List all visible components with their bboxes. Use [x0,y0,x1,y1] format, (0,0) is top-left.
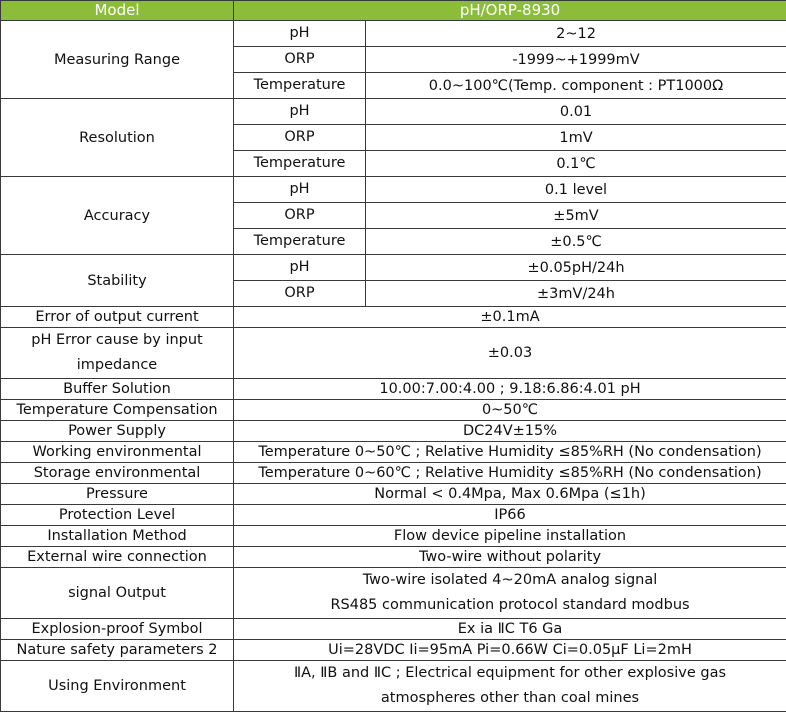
row-value: Normal < 0.4Mpa, Max 0.6Mpa (≤1h) [234,484,786,505]
table-row [1,421,786,442]
table-row [1,177,786,203]
row-label: Installation Method [1,526,234,547]
row-label: Working environmental [1,442,234,463]
row-label: Temperature Compensation [1,400,234,421]
row-value: Ui=28VDC Ii=95mA Pi=0.66W Ci=0.05μF Li=2mH [234,640,786,661]
sub-param: Temperature [234,73,366,99]
sub-param: ORP [234,203,366,229]
row-label: signal Output [1,568,234,619]
row-label: Nature safety parameters 2 [1,640,234,661]
sub-param: Temperature [234,229,366,255]
table-row [1,505,786,526]
row-label-stability: Stability [1,255,234,307]
table-row [1,328,786,379]
signal-output-line-1: Two-wire isolated 4~20mA analog signal [236,568,784,593]
sub-param: Temperature [234,151,366,177]
table-row [1,21,786,47]
table-row [1,307,786,328]
sub-value: 0.0~100℃(Temp. component : PT1000Ω [366,73,786,99]
row-value: DC24V±15% [234,421,786,442]
header-model-value: pH/ORP-8930 [234,1,786,21]
signal-output-line-2: RS485 communication protocol standard modbus [236,593,784,618]
table-row [1,379,786,400]
row-label-accuracy: Accuracy [1,177,234,255]
sub-value: 0.01 [366,99,786,125]
row-label: External wire connection [1,547,234,568]
row-label: Using Environment [1,661,234,712]
sub-value: -1999~+1999mV [366,47,786,73]
table-row [1,255,786,281]
table-row [1,547,786,568]
row-value: Temperature 0~50℃ ; Relative Humidity ≤85%RH (No condensation) [234,442,786,463]
table-row [1,526,786,547]
row-value: ⅡA, ⅡB and ⅡC ; Electrical equipment for other explosive gas atmospheres other than coal mines [234,661,786,712]
table-row [1,400,786,421]
row-value: 10.00:7.00:4.00 ; 9.18:6.86:4.01 pH [234,379,786,400]
header-row [1,1,786,21]
table-row [1,619,786,640]
table-row [1,442,786,463]
row-label: pH Error cause by input impedance [1,328,234,379]
row-label-measuring-range: Measuring Range [1,21,234,99]
table-row [1,99,786,125]
row-value: IP66 [234,505,786,526]
sub-value: ±0.05pH/24h [366,255,786,281]
sub-param: pH [234,99,366,125]
sub-param: pH [234,255,366,281]
header-model-label: Model [1,1,234,21]
sub-value: ±3mV/24h [366,281,786,307]
sub-value: 1mV [366,125,786,151]
sub-value: ±5mV [366,203,786,229]
sub-param: ORP [234,281,366,307]
row-label: Explosion-proof Symbol [1,619,234,640]
sub-value: ±0.5℃ [366,229,786,255]
sub-param: pH [234,21,366,47]
table-row [1,640,786,661]
row-label: Power Supply [1,421,234,442]
table-row [1,568,786,619]
sub-value: 2~12 [366,21,786,47]
row-value [234,568,786,619]
row-label: Protection Level [1,505,234,526]
row-value: ±0.1mA [234,307,786,328]
row-label: Buffer Solution [1,379,234,400]
row-value: ±0.03 [234,328,786,379]
sub-param: pH [234,177,366,203]
table-row [1,463,786,484]
row-value: Flow device pipeline installation [234,526,786,547]
sub-value: 0.1 level [366,177,786,203]
row-label: Pressure [1,484,234,505]
table-row [1,484,786,505]
sub-param: ORP [234,125,366,151]
row-label-resolution: Resolution [1,99,234,177]
sub-value: 0.1℃ [366,151,786,177]
table-row [1,661,786,712]
row-value: Temperature 0~60℃ ; Relative Humidity ≤85%RH (No condensation) [234,463,786,484]
sub-param: ORP [234,47,366,73]
row-label: Error of output current [1,307,234,328]
row-value: Two-wire without polarity [234,547,786,568]
row-label: Storage environmental [1,463,234,484]
row-value: 0~50℃ [234,400,786,421]
row-value: Ex ia ⅡC T6 Ga [234,619,786,640]
